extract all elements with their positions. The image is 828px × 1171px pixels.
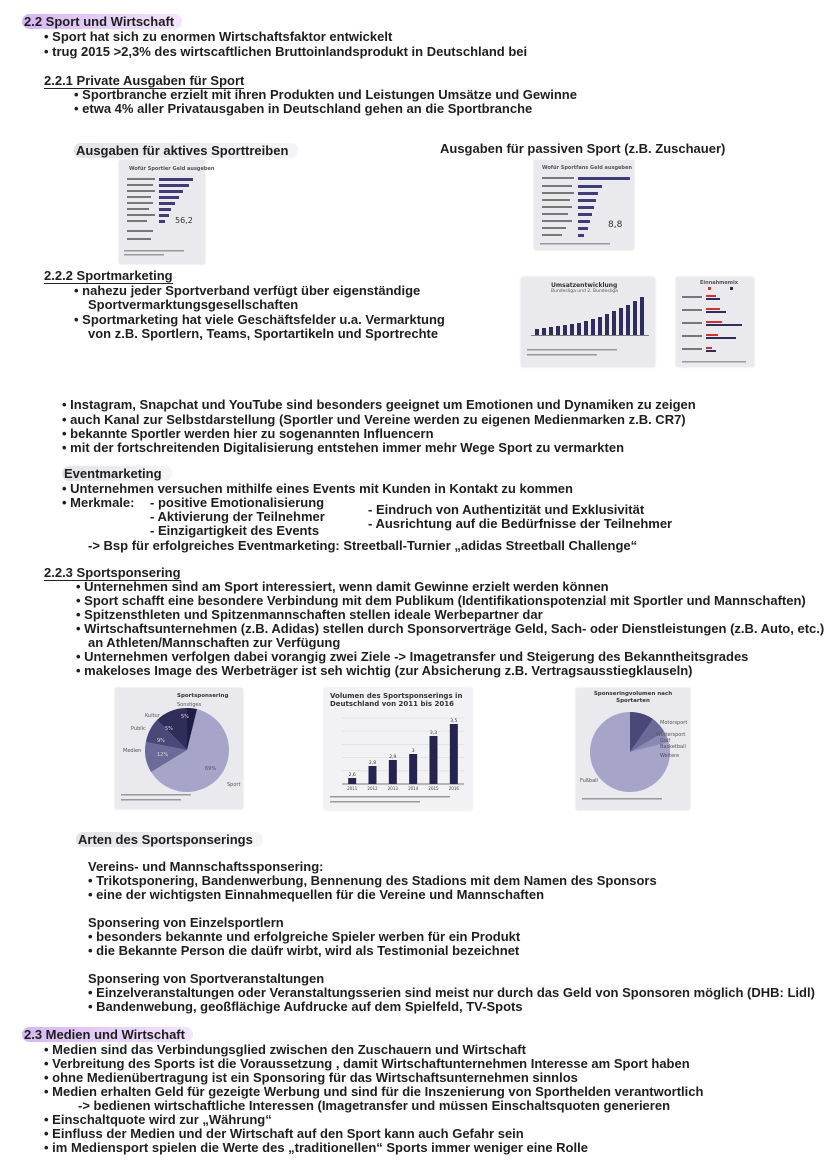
bar-chart (324, 688, 472, 810)
bar-2014 (409, 754, 417, 784)
bullet-text: Einfluss der Medien und der Wirtschaft auf den Sport kann auch Gefahr sein (52, 1126, 524, 1141)
bullet-line: • Spitzensthleten und Spitzenmannschaften stellen ideale Werbepartner dar (76, 607, 543, 622)
bar-2012 (369, 766, 377, 784)
pie-label: Golf (660, 738, 671, 744)
bullet-text: Sportmarketing hat viele Geschäftsfelder u.a. Vermarktung (82, 312, 445, 327)
bullet-text: eine der wichtigsten Einnahmequellen für die Vereine und Mannschaften (96, 887, 545, 902)
bullet-line: • Verbreitung des Sports ist die Voraussetzung , damit Wirtschaftunternehmen Interesse am Sport haben (44, 1056, 690, 1071)
group-title: Sponsering von Sportveranstaltungen (88, 971, 325, 986)
bullet-line: • Einschaltquote wird zur „Währung“ (44, 1112, 272, 1127)
bullet-text: die Bekannte Person die daüfr wirbt, wird als Testimonial bezeichnet (96, 943, 520, 958)
bullet-line: • etwa 4% aller Privatausgaben in Deutschland gehen an die Sportbranche (74, 101, 533, 116)
bullet-line: • Einzelveranstaltungen oder Veranstaltungsserien sind meist nur durch das Geld von Sponsoren möglich (DHB: Lidl) (88, 985, 815, 1000)
merkmal: - Eindruch von Authentizität und Exklusivität (368, 502, 645, 517)
bullet-line: • Trikotsponering, Bandenwerbung, Bennenung des Stadions mit dem Namen des Sponsors (88, 873, 657, 888)
bullet-text: Sport hat sich zu enormen Wirtschaftsfaktor entwickelt (52, 29, 393, 44)
bullet-text: Instagram, Snapchat und YouTube sind besonders geeignet um Emotionen und Dynamiken zu zeigen (70, 397, 696, 412)
merkmal: - positive Emotionalisierung (150, 495, 325, 510)
bullet-text: Trikotsponering, Bandenwerbung, Bennenung des Stadions mit dem Namen des Sponsors (96, 873, 657, 888)
bullet-text: bekannte Sportler werden hier zu sogenannten Influencern (70, 426, 434, 441)
bullet-text: etwa 4% aller Privatausgaben in Deutschland gehen an die Sportbranche (82, 101, 533, 116)
bullet-line: • eine der wichtigsten Einnahmequellen für die Vereine und Mannschaften (88, 887, 545, 902)
section-title-2-2-3: 2.2.3 Sportsponsering (44, 565, 181, 580)
bullet-text: Unternehmen versuchen mithilfe eines Events mit Kunden in Kontakt zu kommen (70, 481, 573, 496)
label-passive-sport: Ausgaben für passiven Sport (z.B. Zuschauer) (440, 141, 726, 156)
merkmal: - Aktivierung der Teilnehmer (150, 509, 325, 524)
bullet-text: von z.B. Sportlern, Teams, Sportartikeln und Sportrechte (88, 326, 439, 341)
group-title: Sponsering von Einzelsportlern (88, 915, 284, 930)
figure-bars (676, 277, 754, 367)
pie-label: Weitere (660, 753, 680, 759)
figure-bars (521, 277, 655, 367)
bullet-text: Sportvermarktungsgesellschaften (88, 297, 299, 312)
bullet-line: • Bandenwebung, geoßflächige Aufdrucke auf dem Spielfeld, TV-Spots (88, 999, 523, 1014)
bullet-line: • auch Kanal zur Selbstdarstellung (Sportler und Vereine werden zu eigenen Medienmarken z.B. CR7) (62, 412, 686, 427)
bullet-text: Sportbranche erzielt mit ihren Produkten und Leistungen Umsätze und Gewinne (82, 87, 577, 102)
figure-subtitle: Bundesliga und 2. Bundesliga (551, 289, 618, 294)
bar-2011 (348, 778, 356, 784)
bullet-text: mit der fortschreitenden Digitalisierung entstehen immer mehr Wege Sport zu vermarkten (70, 440, 625, 455)
bullet-text: ohne Medienübertragung ist ein Sponsoring für das Wirtschaftsunternehmen sinnlos (52, 1070, 578, 1085)
figure-title: Wofür Sportfans Geld ausgeben (542, 165, 632, 171)
figure-title: Wofür Sportler Geld ausgeben (129, 166, 215, 172)
figure-revenue-development (521, 277, 655, 367)
merkmale-label: Merkmale: (70, 495, 135, 510)
bullet-text: Unternehmen sind am Sport interessiert, wenn damit Gewinne erzielt werden können (84, 579, 609, 594)
x-tick-label: 2016 (448, 786, 459, 791)
pie-pct: 12% (157, 752, 169, 758)
bullet-line: • besonders bekannte und erfolgreiche Spieler werben für ein Produkt (88, 929, 521, 944)
bullet-text: Spitzensthleten und Spitzenmannschaften stellen ideale Werbepartner dar (84, 607, 543, 622)
pie-label: Sport (227, 782, 241, 788)
bullet-line: • Instagram, Snapchat und YouTube sind besonders geeignet um Emotionen und Dynamiken zu zeigen (62, 397, 696, 412)
group-title: Vereins- und Mannschaftssponsering: (88, 859, 324, 874)
chart-title: Volumen des Sportsponserings in Deutschland von 2011 bis 2016 (330, 692, 463, 708)
bullet-text: Bandenwebung, geoßflächige Aufdrucke auf dem Spielfeld, TV-Spots (96, 999, 523, 1014)
x-tick-label: 2011 (347, 786, 358, 791)
bullet-text: Verbreitung des Sports ist die Voraussetzung , damit Wirtschaftunternehmen Interesse am Sport haben (52, 1056, 690, 1071)
figure-passive-spending (534, 160, 634, 250)
figure-value: 56,2 (175, 216, 193, 225)
bullet-line: • Sport hat sich zu enormen Wirtschaftsfaktor entwickelt (44, 29, 393, 44)
figure-value: 8,8 (608, 220, 623, 230)
figure-title: Einnahmemix (700, 280, 738, 286)
pie-pct: 69% (205, 766, 217, 772)
bar-value-label: 2,6 (348, 773, 356, 778)
bullet-line: • nahezu jeder Sportverband verfügt über eigenständige (74, 283, 421, 298)
bullet-line: • Sport schafft eine besondere Verbindung mit dem Publikum (Identifikationspotenzial mit Sportler und Mannschaften) (76, 593, 806, 608)
merkmal: - Ausrichtung auf die Bedürfnisse der Teilnehmer (368, 516, 673, 531)
bullet-line: • bekannte Sportler werden hier zu sogenannten Influencern (62, 426, 434, 441)
bullet-line: • Unternehmen versuchen mithilfe eines Events mit Kunden in Kontakt zu kommen (62, 481, 573, 496)
bullet-text: Wirtschaftsunternehmen (z.B. Adidas) stellen durch Sponsorverträge Geld, Sach- oder Dienstleistungen (z.B. Auto, etc.) (84, 621, 825, 636)
bullet-line: • trug 2015 >2,3% des wirtscaftlichen Bruttoinlandsprodukt in Deutschland bei (44, 44, 528, 59)
bar-value-label: 2,8 (368, 761, 377, 766)
arten-title: Arten des Sportsponserings (76, 832, 263, 847)
bar-2013 (389, 760, 397, 784)
bullet-text: auch Kanal zur Selbstdarstellung (Sportler und Vereine werden zu eigenen Medienmarken z.B. CR7) (70, 412, 686, 427)
bar-value-label: 3 (411, 749, 415, 754)
bullet-line: • Merkmale: (62, 495, 135, 510)
bullet-text: an Athleten/Mannschaften zur Verfügung (88, 635, 341, 650)
merkmal: - Einzigartigkeit des Events (150, 523, 320, 538)
bar-value-label: 3,3 (429, 731, 438, 736)
bullet-line: • die Bekannte Person die daüfr wirbt, wird als Testimonial bezeichnet (88, 943, 520, 958)
caption-line (330, 801, 420, 803)
figure-sponsoring-by-sport-pie (576, 688, 690, 810)
pie-label: Motorsport (660, 720, 688, 726)
bullet-line: • Unternehmen sind am Sport interessiert, wenn damit Gewinne erzielt werden können (76, 579, 609, 594)
figure-title: Sportsponsering (177, 693, 229, 699)
figure-sponsoring-volume-bar (324, 688, 472, 810)
label-active-sport: Ausgaben für aktives Sporttreiben (74, 143, 298, 158)
figure-bars (119, 160, 205, 264)
bullet-text: nahezu jeder Sportverband verfügt über eigenständige (82, 283, 421, 298)
bar-2015 (430, 736, 438, 784)
bar-value-label: 3,5 (450, 719, 458, 724)
section-title-2-2-2: 2.2.2 Sportmarketing (44, 268, 173, 283)
section-title-2-2-1: 2.2.1 Private Ausgaben für Sport (44, 73, 245, 88)
x-tick-label: 2013 (387, 786, 398, 791)
pie-label: Public (131, 726, 146, 732)
bar-value-label: 2,9 (389, 755, 397, 760)
figure-active-spending (119, 160, 215, 264)
section-title-2-2: 2.2 Sport und Wirtschaft (22, 14, 182, 29)
event-example: -> Bsp für erfolgreiches Eventmarketing: Streetball-Turnier „adidas Streetball Challenge“ (88, 538, 638, 553)
bullet-text: makeloses Image des Werbeträger ist seh wichtig (zur Absicherung z.B. Vertragsausstiegklauseln) (84, 663, 693, 678)
bullet-line: • Einfluss der Medien und der Wirtschaft auf den Sport kann auch Gefahr sein (44, 1126, 524, 1141)
pie-label: Medien (123, 748, 142, 754)
pie-label: Fußball (580, 778, 598, 784)
caption-line (330, 796, 450, 798)
section-title-2-3: 2.3 Medien und Wirtschaft (22, 1027, 193, 1042)
bullet-text: besonders bekannte und erfolgreiche Spieler werben für ein Produkt (96, 929, 521, 944)
bullet-text: Einzelveranstaltungen oder Veranstaltungsserien sind meist nur durch das Geld von Sponsoren möglich (DHB: Lidl) (96, 985, 815, 1000)
bullet-line: • Wirtschaftsunternehmen (z.B. Adidas) stellen durch Sponsorverträge Geld, Sach- oder Dienstleistungen (z.B. Auto, etc.) (76, 621, 825, 636)
bullet-line: • Medien erhalten Geld für gezeigte Werbung und sind für die Inszenierung von Sporthelden verantwortlich (44, 1084, 704, 1099)
bullet-text: Sport schafft eine besondere Verbindung mit dem Publikum (Identifikationspotenzial mit Sportler und Mannschaften) (84, 593, 806, 608)
pie-pct: 5% (181, 714, 189, 720)
figure-sponsoring-share-pie (115, 688, 243, 809)
bullet-line: • Sportbranche erzielt mit ihren Produkten und Leistungen Umsätze und Gewinne (74, 87, 577, 102)
x-tick-label: 2014 (408, 786, 419, 791)
bullet-line: • Unternehmen verfolgen dabei vorangig zwei Ziele -> Imagetransfer und Steigerung des Bekanntheitsgrades (76, 649, 749, 664)
pie-label: Sonstiges (177, 702, 202, 708)
bar-2016 (450, 724, 458, 784)
pie-pct: 5% (165, 726, 173, 732)
bullet-line: • Medien sind das Verbindungsglied zwischen den Zuschauern und Wirtschaft (44, 1042, 526, 1057)
bullet-text: Medien sind das Verbindungsglied zwischen den Zuschauern und Wirtschaft (52, 1042, 526, 1057)
bullet-text: trug 2015 >2,3% des wirtscaftlichen Bruttoinlandsprodukt in Deutschland bei (52, 44, 528, 59)
figure-title: Sponseringvolumen nach Sportarten (593, 691, 673, 704)
bullet-line: • ohne Medienübertragung ist ein Sponsoring für das Wirtschaftsunternehmen sinnlos (44, 1070, 578, 1085)
bullet-line: • im Mediensport spielen die Werte des „traditionellen“ Sports immer weniger eine Rolle (44, 1140, 588, 1155)
event-title: Eventmarketing (62, 466, 172, 481)
bullet-text: Medien erhalten Geld für gezeigte Werbung und sind für die Inszenierung von Sporthelden verantwortlich (52, 1084, 704, 1099)
x-tick-label: 2012 (367, 786, 378, 791)
bullet-text: Einschaltquote wird zur „Währung“ (52, 1112, 272, 1127)
figure-title: Umsatzentwicklung (551, 282, 618, 289)
pie-label: Basketball (660, 744, 686, 750)
bullet-line: • Sportmarketing hat viele Geschäftsfelder u.a. Vermarktung (74, 312, 445, 327)
figure-bars (534, 160, 634, 250)
bullet-text: Unternehmen verfolgen dabei vorangig zwei Ziele -> Imagetransfer und Steigerung des Bekanntheitsgrades (84, 649, 749, 664)
bullet-line: • mit der fortschreitenden Digitalisierung entstehen immer mehr Wege Sport zu vermarkten (62, 440, 625, 455)
pie-pct: 9% (157, 738, 165, 744)
x-tick-label: 2015 (428, 786, 439, 791)
pie-label: Wintersport (656, 732, 686, 738)
bullet-text: -> bedienen wirtschaftliche Interessen (Imagetransfer und müssen Einschaltsquoten generieren (78, 1098, 671, 1113)
bullet-line: • makeloses Image des Werbeträger ist seh wichtig (zur Absicherung z.B. Vertragsausstiegklauseln) (76, 663, 693, 678)
bullet-text: im Mediensport spielen die Werte des „traditionellen“ Sports immer weniger eine Rolle (52, 1140, 588, 1155)
pie-label: Kultur (145, 713, 160, 719)
figure-revenue-mix (676, 277, 754, 367)
